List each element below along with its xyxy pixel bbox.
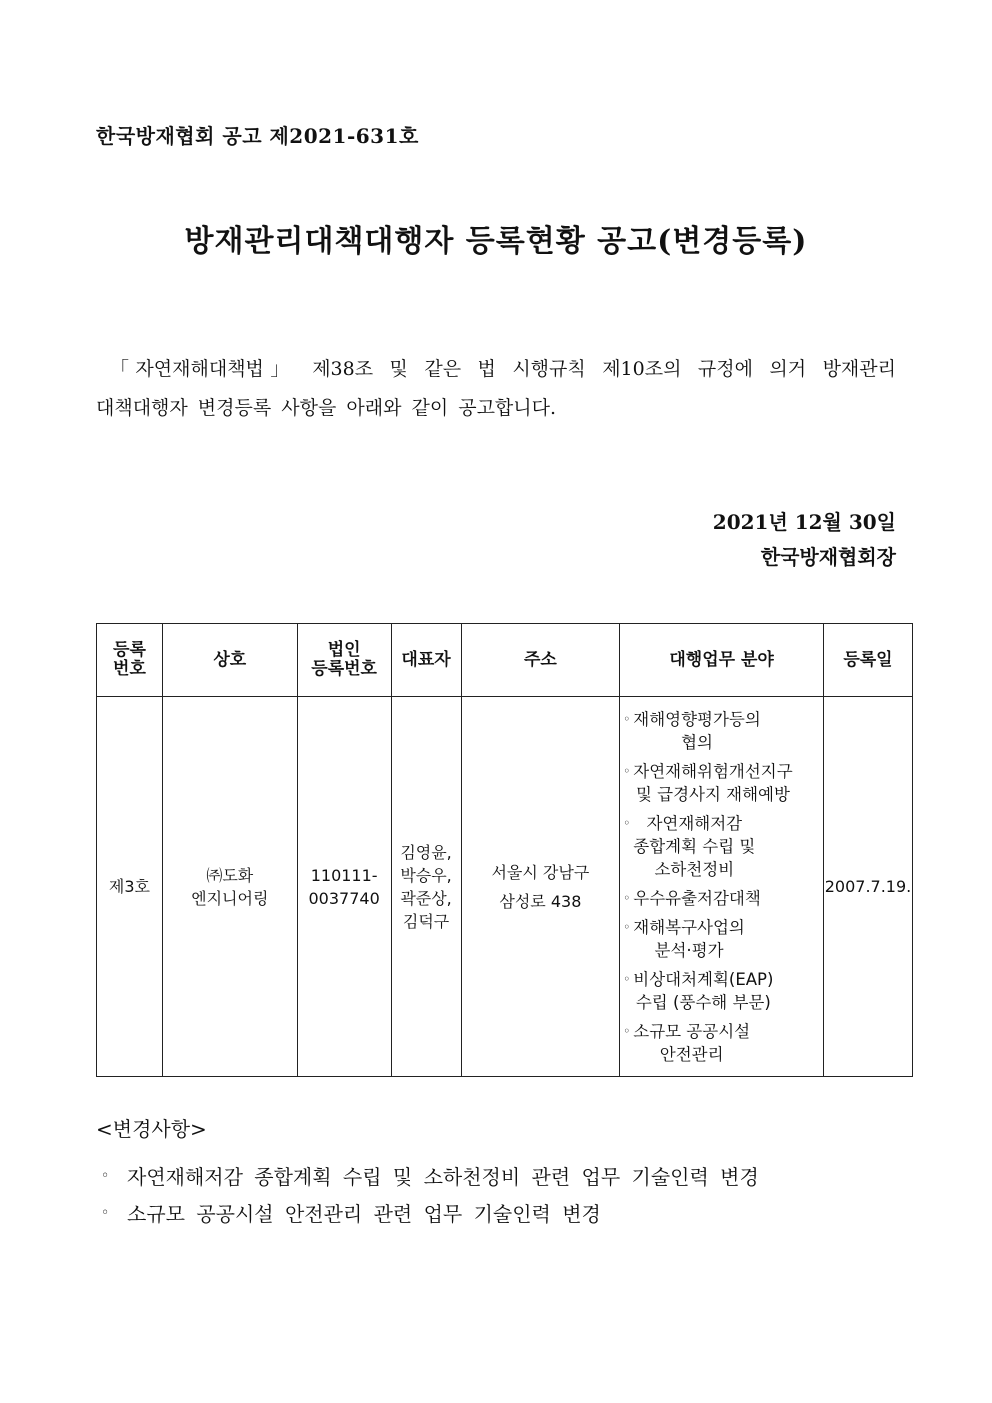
table-header-row: [97, 624, 913, 697]
list-item: ◦ 우수유출저감대책: [620, 887, 823, 910]
notice-body-line-1: 「자연재해대책법」 제38조 및 같은 법 시행규칙 제10조의 규정에 의거 방재관리: [110, 358, 896, 380]
list-item: ◦ 재해영향평가등의 협의: [620, 708, 823, 754]
bullet-icon: ◦: [623, 1023, 631, 1038]
bullet-icon: ◦: [623, 763, 631, 778]
bullet-icon: ◦: [101, 1204, 110, 1221]
changes-list: [96, 1157, 759, 1231]
registration-table: [96, 623, 913, 1077]
changes-heading: <변경사항>: [96, 1117, 207, 1141]
header-reg-date: 등록일: [823, 624, 912, 697]
cell-representative: 김영윤, 박승우, 곽준상, 김덕구: [391, 697, 461, 1077]
notice-number: 한국방재협회 공고 제2021-631호: [96, 124, 419, 148]
list-item: ◦ 자연재해저감 종합계획 수립 및 소하천정비: [620, 812, 823, 881]
document-title: 방재관리대책대행자 등록현황 공고(변경등록): [184, 224, 808, 259]
header-representative: 대표자: [391, 624, 461, 697]
cell-address: 서울시 강남구 삼성로 438: [461, 697, 620, 1077]
notice-date: 2021년 12월 30일: [712, 510, 896, 534]
header-fields: 대행업무 분야: [620, 624, 824, 697]
notice-body: [96, 350, 896, 428]
list-item: ◦ 재해복구사업의 분석·평가: [620, 916, 823, 962]
cell-company: ㈜도화 엔지니어링: [162, 697, 297, 1077]
list-item: ◦ 비상대처계획(EAP) 수립 (풍수해 부문): [620, 968, 823, 1014]
header-reg-no: 등록 번호: [97, 624, 163, 697]
cell-fields: [620, 697, 824, 1077]
notice-body-line-2: 대책대행자 변경등록 사항을 아래와 같이 공고합니다.: [96, 397, 557, 419]
cell-reg-no: 제3호: [97, 697, 163, 1077]
cell-reg-date: 2007.7.19.: [823, 697, 912, 1077]
list-item: ◦ 소규모 공공시설 안전관리 관련 업무 기술인력 변경: [96, 1194, 759, 1231]
header-corp-no: 법인 등록번호: [297, 624, 391, 697]
list-item: ◦ 소규모 공공시설 안전관리: [620, 1020, 823, 1066]
header-address: 주소: [461, 624, 620, 697]
bullet-icon: ◦: [623, 890, 631, 905]
list-item: ◦ 자연재해위험개선지구 및 급경사지 재해예방: [620, 760, 823, 806]
signer-title: 한국방재협회장: [760, 545, 896, 569]
bullet-icon: ◦: [623, 919, 631, 934]
bullet-icon: ◦: [623, 711, 631, 726]
list-item: ◦ 자연재해저감 종합계획 수립 및 소하천정비 관련 업무 기술인력 변경: [96, 1157, 759, 1194]
cell-corp-no: 110111- 0037740: [297, 697, 391, 1077]
bullet-icon: ◦: [623, 971, 631, 986]
header-company: 상호: [162, 624, 297, 697]
bullet-icon: ◦: [623, 815, 631, 830]
table-row: [97, 697, 913, 1077]
bullet-icon: ◦: [101, 1167, 110, 1184]
